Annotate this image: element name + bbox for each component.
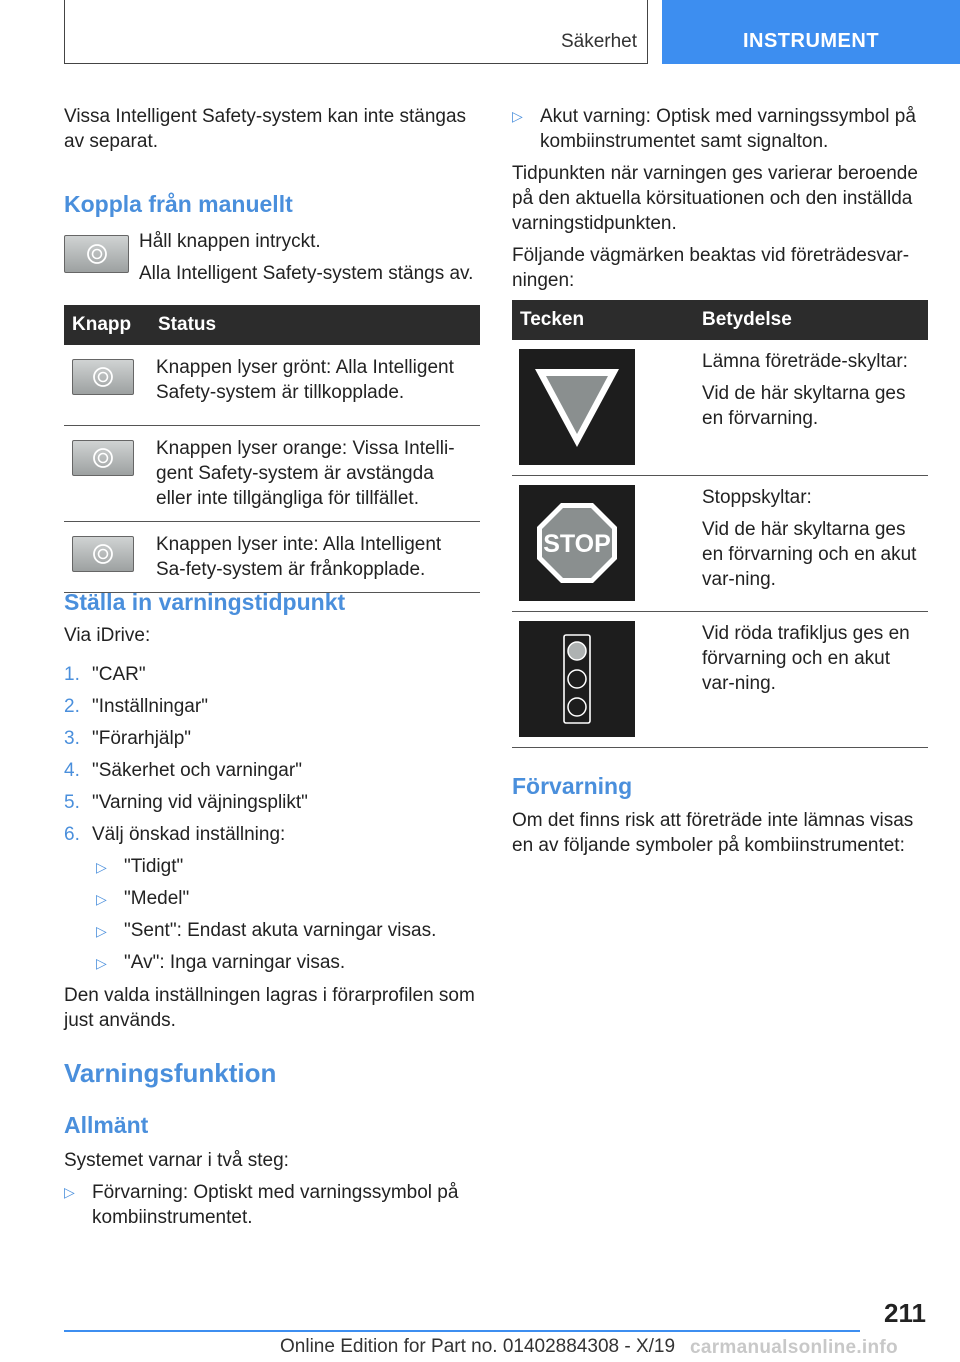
footer-watermark: carmanualsonline.info: [690, 1337, 898, 1358]
heading-warning-function: Varningsfunktion: [64, 1058, 277, 1088]
header-chapter-tab[interactable]: INSTRUMENT: [662, 0, 960, 64]
setting-note: Den valda inställningen lagras i förarprofilen som just används.: [64, 985, 475, 1031]
page-number: 211: [884, 1298, 926, 1328]
heading-warning-time: Ställa in varningstidpunkt: [64, 589, 346, 615]
signs-table-header-meaning: Betydelse: [684, 300, 928, 340]
signs-table: [512, 300, 928, 748]
table-row: [512, 340, 928, 476]
triangle-bullet-icon: ▷: [96, 923, 107, 939]
via-idrive-text: Via iDrive:: [64, 625, 151, 646]
option-early: "Tidigt": [124, 856, 184, 877]
traffic-light-text: Vid röda trafikljus ges en förvarning och en akut var-ning.: [702, 623, 910, 694]
signs-intro-text: Följande vägmärken beaktas vid företrädesvar-ningen:: [512, 245, 910, 291]
option-medium: "Medel": [124, 888, 190, 909]
status-green-text: Knappen lyser grönt: Alla Intelligent Safety-system är tillkopplade.: [156, 357, 454, 403]
list-item: 6. Välj önskad inställning:: [64, 824, 286, 845]
general-text: Systemet varnar i två steg:: [64, 1150, 289, 1171]
header-section-title: Säkerhet: [560, 31, 637, 52]
header-section-box: [64, 0, 648, 64]
list-item: 5. "Varning vid väjningsplikt": [64, 792, 308, 813]
list-item: 2. "Inställningar": [64, 696, 208, 717]
acute-warning-bullet: Akut varning: Optisk med varningssymbol på kombiinstrumentet samt signalton.: [540, 106, 916, 152]
status-orange-text: Knappen lyser orange: Vissa Intelli-gent Safety-system är avstängda eller inte tillgängliga för tillfället.: [156, 437, 455, 509]
option-off: "Av": Inga varningar visas.: [124, 952, 346, 973]
option-late: "Sent": Endast akuta varningar visas.: [124, 920, 437, 941]
step-6: Välj önskad inställning:: [92, 824, 286, 845]
list-item: 4. "Säkerhet och varningar": [64, 760, 302, 781]
triangle-bullet-icon: ▷: [512, 108, 523, 124]
list-item: [96, 854, 183, 880]
heading-manual-off: Koppla från manuellt: [64, 191, 293, 217]
intro-text: Vissa Intelligent Safety-system kan inte stängas av separat.: [64, 106, 467, 152]
table-row: [64, 521, 480, 592]
safety-button-green-icon: [72, 359, 134, 395]
status-table-header-status: Status: [150, 305, 480, 345]
heading-general: Allmänt: [64, 1112, 149, 1138]
status-table-header-button: Knapp: [64, 305, 150, 345]
forewarning-bullet: Förvarning: Optiskt med varningssymbol på kombiinstrumentet.: [92, 1182, 459, 1228]
list-item: [96, 886, 189, 912]
step-3: "Förarhjälp": [92, 728, 192, 749]
heading-forewarning: Förvarning: [512, 773, 633, 799]
yield-sign-icon: [519, 349, 635, 465]
triangle-bullet-icon: ▷: [96, 891, 107, 907]
list-item: [96, 950, 345, 976]
forewarning-text: Om det finns risk att företräde inte lämnas visas en av följande symboler på kombiinstrumentet:: [512, 810, 914, 856]
step-1: "CAR": [92, 664, 146, 685]
yield-sign-text: Vid de här skyltarna ges en förvarning.: [702, 383, 906, 429]
stop-sign-icon: [519, 485, 635, 601]
stop-sign-text: Vid de här skyltarna ges en förvarning och en akut var-ning.: [702, 519, 917, 590]
step-4: "Säkerhet och varningar": [92, 760, 302, 781]
list-item: [512, 104, 932, 154]
list-item: [96, 918, 436, 944]
stop-sign-title: Stoppskyltar:: [702, 487, 812, 508]
signs-table-header-sign: Tecken: [512, 300, 684, 340]
footer-edition: [280, 1336, 675, 1358]
safety-button-icon: [64, 235, 129, 273]
list-item: 3. "Förarhjälp": [64, 728, 192, 749]
table-row: [64, 425, 480, 521]
triangle-bullet-icon: ▷: [96, 955, 107, 971]
table-row: [512, 476, 928, 612]
table-row: [512, 612, 928, 748]
table-row: [64, 345, 480, 425]
traffic-light-icon: [519, 621, 635, 737]
footer-edition-text: Online Edition for Part no. 01402884308 - X/19: [280, 1336, 676, 1357]
step-5: "Varning vid väjningsplikt": [92, 792, 308, 813]
status-table: [64, 305, 480, 593]
triangle-bullet-icon: ▷: [96, 859, 107, 875]
yield-sign-title: Lämna företräde-skyltar:: [702, 351, 908, 372]
manual-step1: Håll knappen intryckt.: [139, 231, 321, 252]
step-2: "Inställningar": [92, 696, 208, 717]
timing-text: Tidpunkten när varningen ges varierar beroende på den aktuella körsituationen och den inställda varningstidpunkten.: [512, 163, 918, 234]
list-item: 1. "CAR": [64, 664, 146, 685]
stop-sign-label: STOP: [543, 530, 611, 558]
status-off-text: Knappen lyser inte: Alla Intelligent Sa-fety-system är frånkopplade.: [156, 533, 442, 580]
list-item: [64, 1180, 474, 1230]
manual-step2: Alla Intelligent Safety-system stängs av.: [139, 263, 474, 284]
triangle-bullet-icon: ▷: [64, 1184, 75, 1200]
safety-button-off-icon: [72, 536, 134, 572]
safety-button-orange-icon: [72, 440, 134, 476]
footer-divider: [64, 1330, 860, 1332]
